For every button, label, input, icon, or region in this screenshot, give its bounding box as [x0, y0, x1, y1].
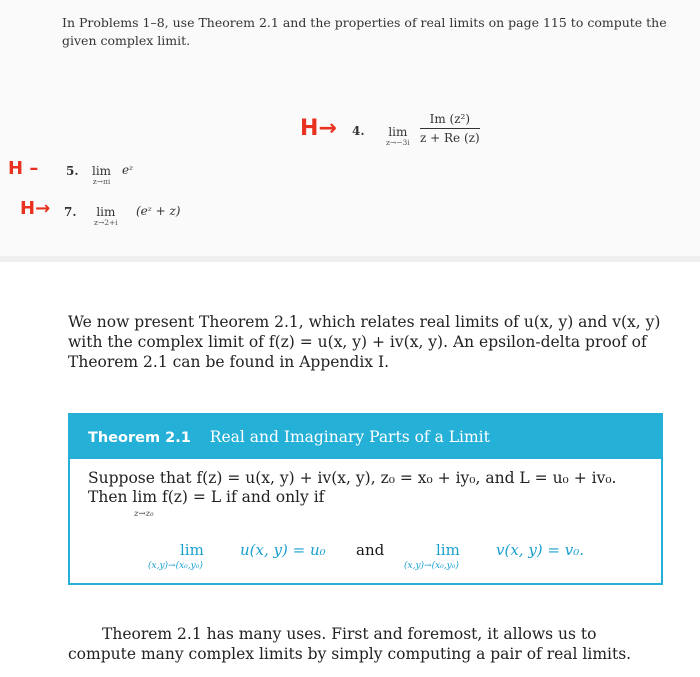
lim-subscript: z→−3i [386, 138, 410, 147]
closing-paragraph: Theorem 2.1 has many uses. First and foremost, it allows us to compute many complex limits by simply computing a pair of real limits. [68, 625, 632, 663]
limit-statement: f(z) = L if and only if [161, 488, 325, 506]
problem-number-5: 5. [66, 164, 79, 178]
cond-u-sub: (x,y)→(x₀,y₀) [148, 561, 203, 571]
handwritten-mark-4: H→ [300, 116, 337, 141]
cond-v-lim: lim [436, 541, 460, 559]
problem-4-fraction [420, 112, 480, 145]
lim-word: lim [132, 488, 158, 506]
lim-subscript: z→z₀ [134, 509, 154, 519]
lim-subscript: z→πi [92, 177, 111, 186]
problem-7-expression: (eᶻ + z) [136, 204, 181, 218]
theorem-body [70, 459, 661, 517]
cond-v-sub: (x,y)→(x₀,y₀) [404, 561, 459, 571]
problem-7-limit [94, 206, 118, 227]
numerator: Im (z²) [420, 112, 480, 129]
problem-number-7: 7. [64, 205, 77, 219]
problem-number-4: 4. [352, 124, 365, 138]
theorem-line-2 [88, 488, 643, 519]
theorem-line-1: Suppose that f(z) = u(x, y) + iv(x, y), z₀ = x₀ + iy₀, and L = u₀ + iv₀. [88, 469, 617, 487]
theorem-box [68, 413, 663, 585]
cond-v-expr: v(x, y) = v₀. [496, 541, 585, 559]
lim-subscript: z→2+i [94, 218, 118, 227]
cond-u-lim: lim [180, 541, 204, 559]
handwritten-mark-7: H→ [20, 198, 51, 219]
problems-intro: In Problems 1–8, use Theorem 2.1 and the properties of real limits on page 115 to compute the given complex limit. [62, 15, 667, 48]
then-word: Then [88, 488, 128, 506]
theorem-number: Theorem 2.1 [88, 430, 191, 446]
problem-4-limit [386, 126, 410, 147]
handwritten-mark-5: H – [8, 158, 39, 179]
theorem-header [70, 415, 661, 459]
and-word: and [356, 541, 385, 559]
lim-word: lim [96, 205, 116, 219]
theorem-title: Real and Imaginary Parts of a Limit [209, 428, 490, 446]
cond-u-expr: u(x, y) = u₀ [240, 541, 326, 559]
problem-5-limit [92, 165, 111, 186]
divider [0, 256, 700, 262]
denominator: z + Re (z) [420, 131, 480, 145]
lim-word: lim [92, 164, 112, 178]
problem-5-expression: eᶻ [122, 163, 134, 177]
lim-word: lim [388, 125, 408, 139]
theorem-intro-paragraph: We now present Theorem 2.1, which relates real limits of u(x, y) and v(x, y) with the complex limit of f(z) = u(x, y) + iv(x, y). An epsilon-delta proof of Theorem 2.1 can be found in Appendix I. [68, 313, 661, 371]
